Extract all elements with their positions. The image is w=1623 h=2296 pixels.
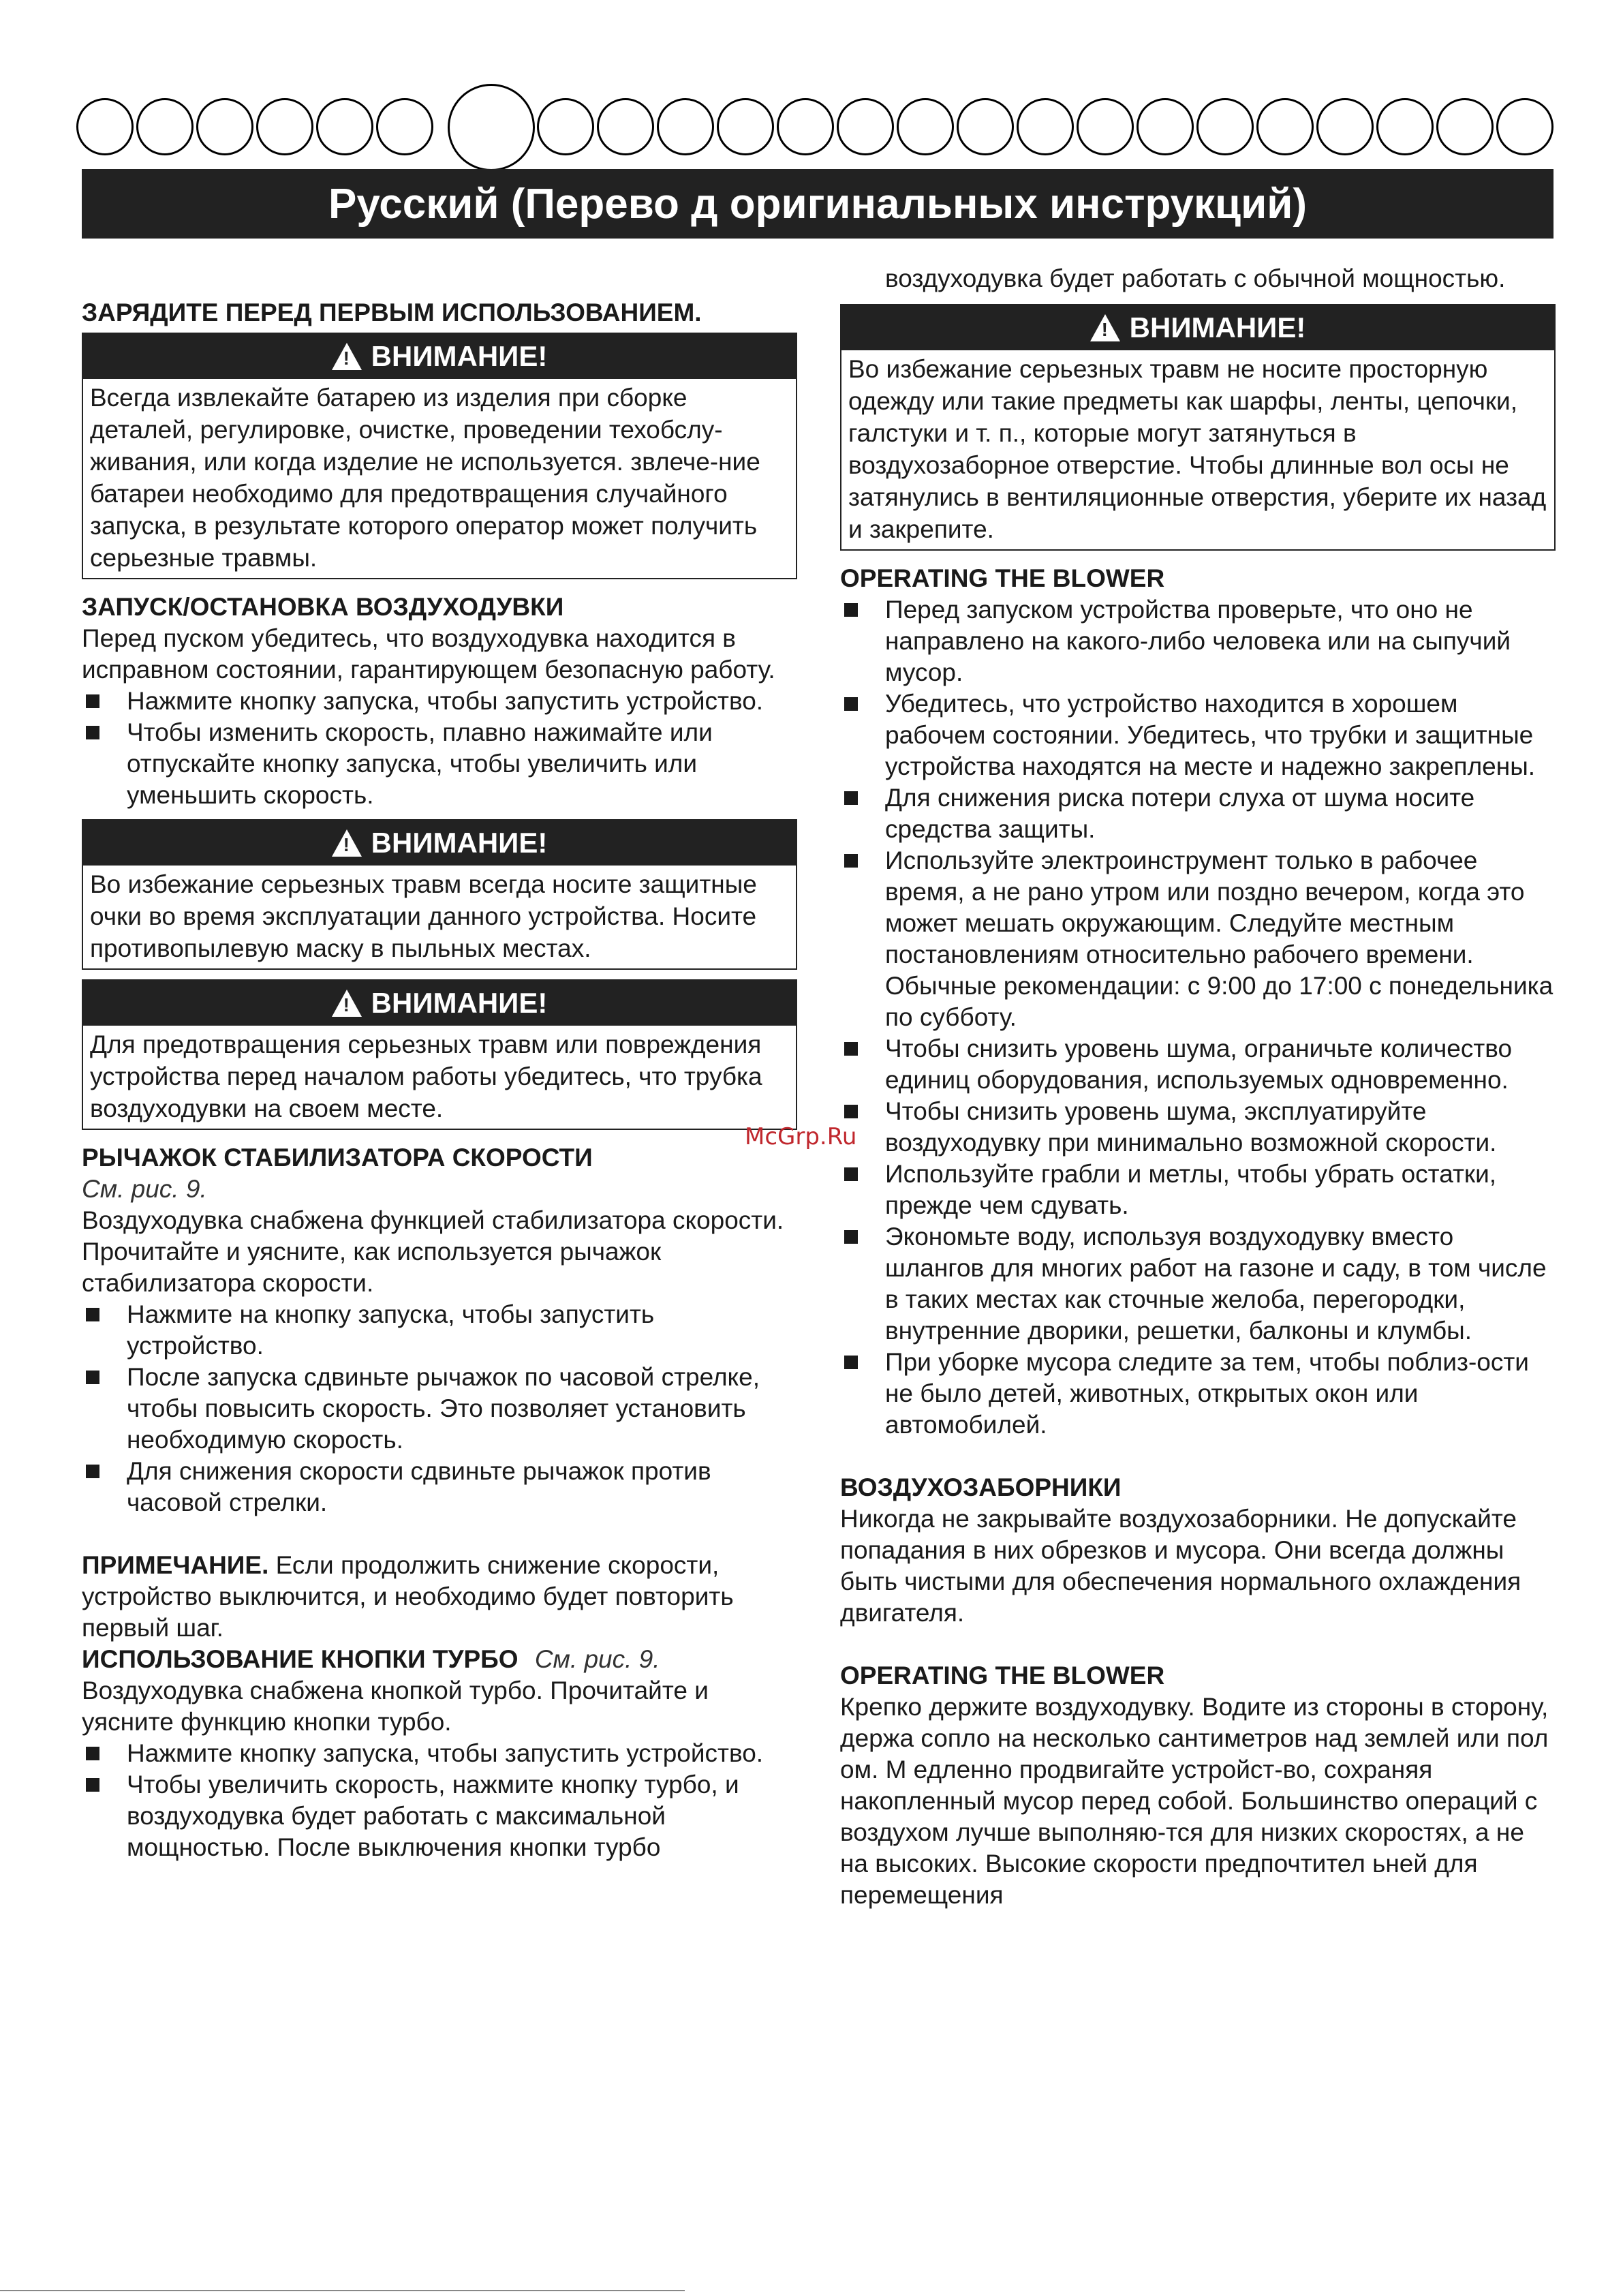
page-title: Русский (Перево д оригинальных инструкций) [328, 180, 1308, 228]
list-item: Чтобы изменить скорость, плавно нажимайте или отпускайте кнопку запуска, чтобы увеличить или уменьшить скорость. [82, 717, 797, 811]
warning-header [83, 334, 796, 379]
language-circle [777, 98, 834, 155]
warning-label: ВНИМАНИЕ! [371, 340, 548, 372]
warning-text: Всегда извлекайте батарею из изделия при сборке деталей, регулировке, очистке, проведении техобслу-живания, или когда изделие не используется. звлече-ние батареи необходимо для предотвращения случайного запуска, в результате которого оператор может получить серьезные травмы. [90, 384, 760, 572]
warning-label: ВНИМАНИЕ! [371, 827, 548, 859]
lever-list [82, 1299, 797, 1518]
right-column [840, 259, 1556, 1911]
language-circle [597, 98, 654, 155]
list-item: Используйте электроинструмент только в рабочее время, а не рано утром или поздно вечером, когда это может мешать окружающим. Следуйте местным постановлениям относительно рабочего времени. Обычные рекомендации: с 9:00 до 17:00 с понедельника по субботу. [840, 845, 1556, 1033]
left-column [82, 259, 797, 1863]
warning-label: ВНИМАНИЕ! [371, 987, 548, 1019]
note-label: ПРИМЕЧАНИЕ. [82, 1551, 269, 1579]
note [82, 1550, 797, 1644]
language-circle [256, 98, 313, 155]
lever-figure-ref: См. рис. 9. [82, 1175, 207, 1203]
warning-box-tube [82, 979, 797, 1130]
operating-text: Крепко держите воздуходувку. Водите из стороны в сторону, держа сопло на несколько сантиметров над землей или пол ом. М едленно продвигайте устройст-во, сохраняя накопленный мусор перед собой. Большинство операций с воздухом лучше выполняю-тся для низких скоростях, а не на высоких. Высокие скорости предпочтител ьней для перемещения [840, 1693, 1549, 1909]
language-circle [1256, 98, 1314, 155]
warning-triangle-icon: ! [332, 829, 362, 857]
warning-label: ВНИМАНИЕ! [1129, 311, 1306, 343]
page-title-banner [82, 169, 1554, 239]
turbo-list [82, 1738, 797, 1863]
warning-text: Во избежание серьезных травм всегда носите защитные очки во время эксплуатации данного устройства. Носите противопылевую маску в пыльных местах. [90, 870, 757, 962]
language-circle [1196, 98, 1254, 155]
note-text: Если продолжить снижение скорости, устройство выключится, и необходимо будет повторить первый шаг. [82, 1551, 734, 1642]
list-item: Чтобы увеличить скорость, нажмите кнопку турбо, и воздуходувка будет работать с максимальной мощностью. После выключения кнопки турбо [82, 1769, 797, 1863]
warning-box-clothing [840, 304, 1556, 551]
start-stop-title: ЗАПУСК/ОСТАНОВКА ВОЗДУХОДУВКИ [82, 593, 564, 621]
list-item: Для снижения скорости сдвиньте рычажок против часовой стрелки. [82, 1456, 797, 1518]
warning-box-glasses [82, 819, 797, 970]
warning-box-battery [82, 333, 797, 579]
warning-triangle-icon: ! [1090, 314, 1120, 341]
list-item: Используйте грабли и метлы, чтобы убрать остатки, прежде чем сдувать. [840, 1159, 1556, 1221]
watermark: McGrp.Ru [745, 1123, 857, 1150]
warning-header [83, 821, 796, 866]
list-item: Чтобы снизить уровень шума, эксплуатируйте воздуходувку при минимально возможной скорости. [840, 1096, 1556, 1159]
language-circle [76, 98, 134, 155]
warning-text: Для предотвращения серьезных травм или повреждения устройства перед началом работы убедитесь, что трубка воздуходувки на своем месте. [90, 1030, 762, 1122]
warning-header [841, 305, 1554, 350]
warning-triangle-icon: ! [332, 990, 362, 1017]
operating-list [840, 594, 1556, 1441]
start-stop-list [82, 686, 797, 811]
continued-text: воздуходувка будет работать с обычной мощностью. [885, 264, 1506, 292]
language-circle [1316, 98, 1374, 155]
list-item: Убедитесь, что устройство находится в хорошем рабочем состоянии. Убедитесь, что трубки и защитные устройства находятся на месте и надежно закреплены. [840, 688, 1556, 782]
language-circle [957, 98, 1014, 155]
turbo-title: ИСПОЛЬЗОВАНИЕ КНОПКИ ТУРБО [82, 1645, 519, 1673]
language-circle [136, 98, 194, 155]
lever-title: РЫЧАЖОК СТАБИЛИЗАТОРА СКОРОСТИ [82, 1144, 593, 1172]
list-item: Нажмите кнопку запуска, чтобы запустить устройство. [82, 686, 797, 717]
language-circle [1496, 98, 1554, 155]
air-intake-text: Никогда не закрывайте воздухозаборники. Не допускайте попадания в них обрезков и мусора. Они всегда должны быть чистыми для обеспечения нормального охлаждения двигателя. [840, 1505, 1521, 1627]
list-item: Нажмите кнопку запуска, чтобы запустить устройство. [82, 1738, 797, 1769]
list-item: Чтобы снизить уровень шума, ограничьте количество единиц оборудования, используемых одновременно. [840, 1033, 1556, 1096]
language-circle [717, 98, 774, 155]
language-selector [76, 94, 1554, 162]
language-circle [837, 98, 894, 155]
language-circle [1077, 98, 1134, 155]
charge-title: ЗАРЯДИТЕ ПЕРЕД ПЕРВЫМ ИСПОЛЬЗОВАНИЕМ. [82, 299, 702, 326]
list-item: После запуска сдвиньте рычажок по часовой стрелке, чтобы повысить скорость. Это позволяет установить необходимую скорость. [82, 1362, 797, 1456]
turbo-text: Воздуходувка снабжена кнопкой турбо. Прочитайте и уясните функцию кнопки турбо. [82, 1677, 709, 1736]
language-circle [657, 98, 714, 155]
warning-header [83, 981, 796, 1026]
list-item: При уборке мусора следите за тем, чтобы поблиз-ости не было детей, животных, открытых окон или автомобилей. [840, 1347, 1556, 1441]
bottom-divider [0, 2290, 685, 2291]
turbo-figure-ref: См. рис. 9. [534, 1645, 660, 1673]
list-item: Нажмите на кнопку запуска, чтобы запустить устройство. [82, 1299, 797, 1362]
language-circle [376, 98, 433, 155]
list-item: Перед запуском устройства проверьте, что оно не направлено на какого-либо человека или на сыпучий мусор. [840, 594, 1556, 688]
language-circle [196, 98, 253, 155]
list-item: Для снижения риска потери слуха от шума носите средства защиты. [840, 782, 1556, 845]
language-circle-active [448, 84, 535, 171]
language-circle [1137, 98, 1194, 155]
lever-text: Воздуходувка снабжена функцией стабилизатора скорости. Прочитайте и уясните, как используется рычажок стабилизатора скорости. [82, 1206, 784, 1297]
language-circle [1436, 98, 1494, 155]
turbo-heading [82, 1644, 797, 1675]
operating-title: OPERATING THE BLOWER [840, 564, 1165, 592]
language-circle [1017, 98, 1074, 155]
start-stop-text: Перед пуском убедитесь, что воздуходувка находится в исправном состоянии, гарантирующем безопасную работу. [82, 624, 775, 684]
warning-text: Во избежание серьезных травм не носите просторную одежду или такие предметы как шарфы, ленты, цепочки, галстуки и т. п., которые могут затянуться в воздухозаборное отверстие. Чтобы длинные вол осы не затянулись в вентиляционные отверстия, уберите их назад и закрепите. [848, 355, 1547, 543]
air-intake-title: ВОЗДУХОЗАБОРНИКИ [840, 1473, 1122, 1501]
warning-triangle-icon: ! [332, 343, 362, 370]
language-circle [1376, 98, 1434, 155]
operating-title-2: OPERATING THE BLOWER [840, 1662, 1165, 1689]
language-circle [316, 98, 373, 155]
language-circle [897, 98, 954, 155]
language-circle [537, 98, 594, 155]
list-item: Экономьте воду, используя воздуходувку вместо шлангов для многих работ на газоне и саду, в том числе в таких местах как сточные желоба, перегородки, внутренние дворики, решетки, балконы и клумбы. [840, 1221, 1556, 1347]
